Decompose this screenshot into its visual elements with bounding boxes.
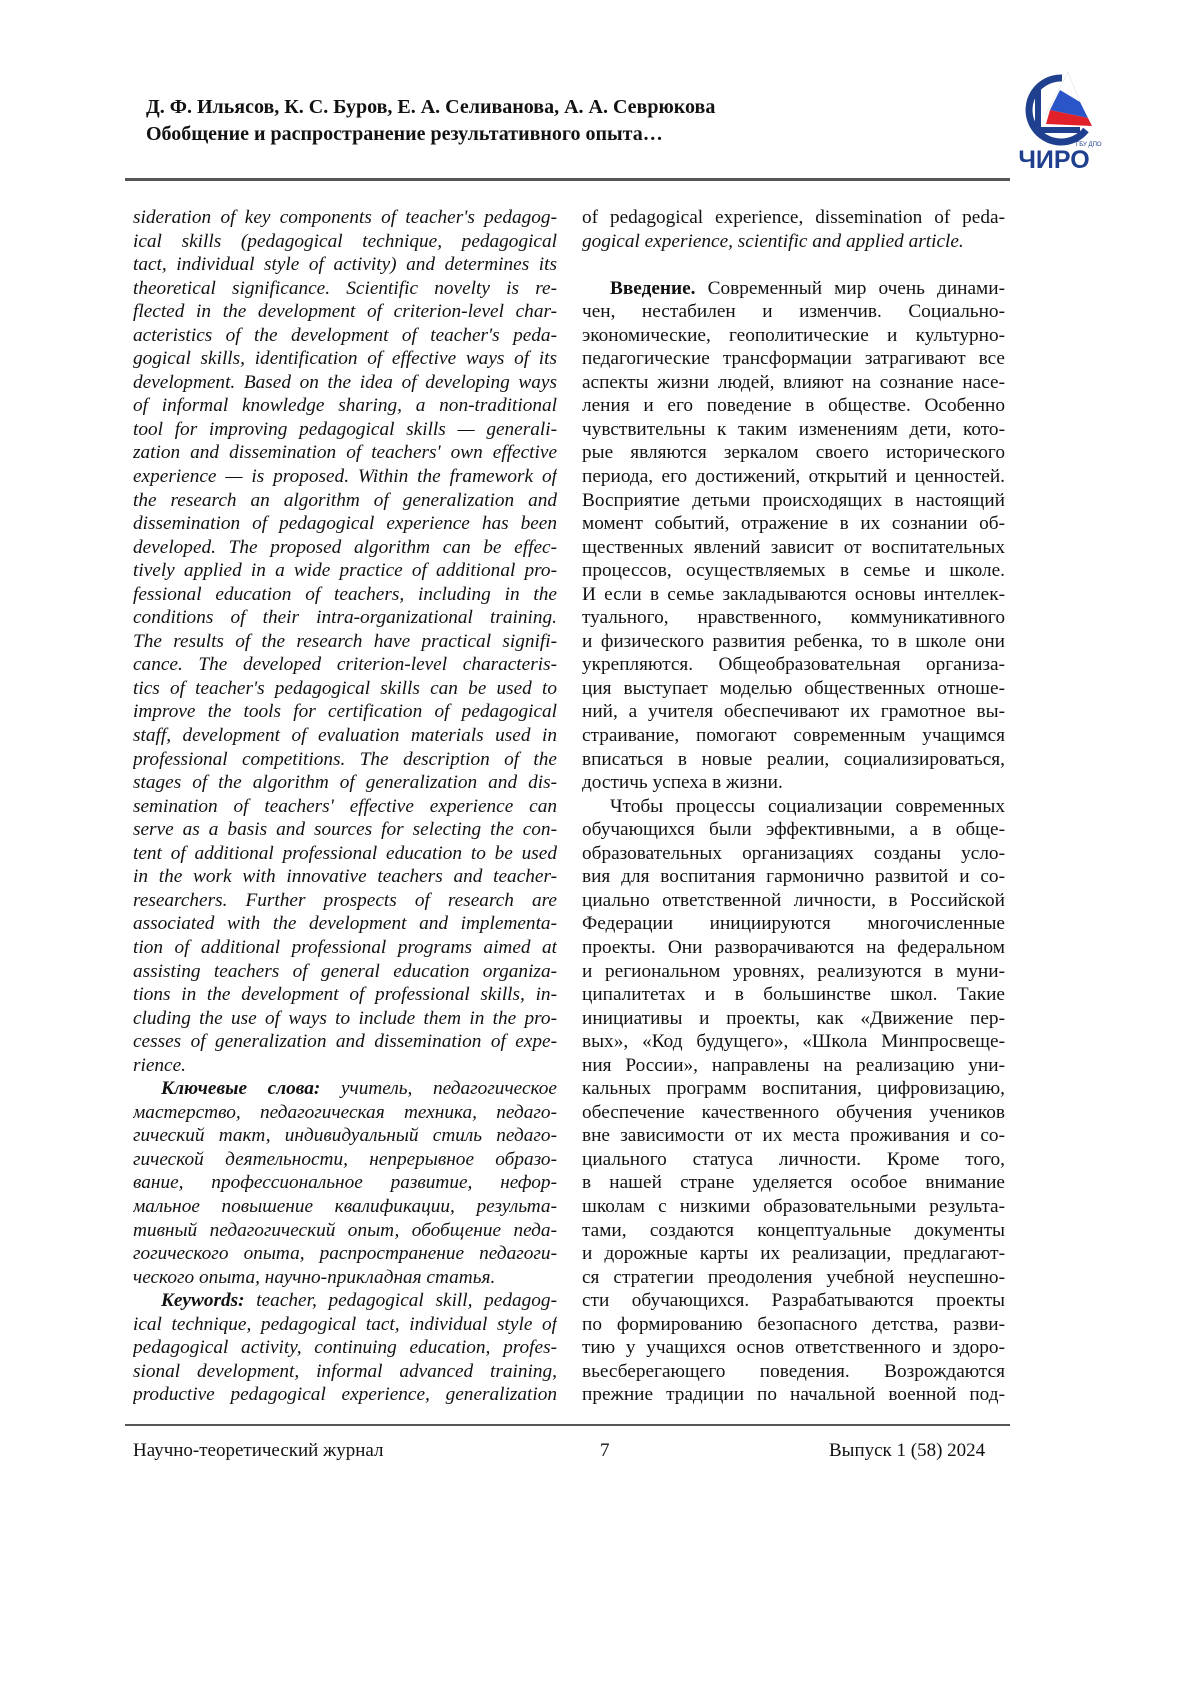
text-line: cluding the use of ways to include them in the pro- [133, 1007, 557, 1031]
text-line: cance. The developed criterion-level characteris- [133, 653, 557, 677]
text-line: theoretical significance. Scientific novelty is re- [133, 277, 557, 301]
text-line: ний, а учителя обеспечивают их грамотное вы- [582, 700, 1005, 724]
text-line: development. Based on the idea of developing ways [133, 371, 557, 395]
text-line: of pedagogical experience, dissemination of peda- [582, 206, 1005, 230]
text-line: и региональном уровнях, реализуются в муни- [582, 960, 1005, 984]
text-line: of informal knowledge sharing, a non-traditional [133, 394, 557, 418]
lead-in-label: Keywords: [161, 1290, 245, 1311]
text-line: The results of the research have practical signifi- [133, 630, 557, 654]
text-line: аспекты жизни людей, влияют на сознание насе- [582, 371, 1005, 395]
text-line: pedagogical activity, continuing education, profes- [133, 1336, 557, 1360]
text-line: экономические, геополитические и культурно- [582, 324, 1005, 348]
text-line: ция выступает моделью общественных отноше- [582, 677, 1005, 701]
text-line: experience — is proposed. Within the framework of [133, 465, 557, 489]
text-line: щественных явлений зависит от воспитательных [582, 536, 1005, 560]
text-line: обеспечение качественного обучения учеников [582, 1101, 1005, 1125]
text-line: assisting teachers of general education organiza- [133, 960, 557, 984]
text-line: тию у учащихся основ ответственного и здоро- [582, 1336, 1005, 1360]
text-line: циального статуса личности. Кроме того, [582, 1148, 1005, 1172]
text-line: гический такт, индивидуальный стиль педаго- [133, 1124, 557, 1148]
text-line: циально ответственной личности, в Российской [582, 889, 1005, 913]
text-line: и физического развития ребенка, то в школе они [582, 630, 1005, 654]
footer-issue: Выпуск 1 (58) 2024 [829, 1440, 985, 1462]
text-line: zation and dissemination of teachers' own effective [133, 441, 557, 465]
text-line: rience. [133, 1054, 557, 1078]
text-line: вписаться в новые реалии, социализироваться, [582, 748, 1005, 772]
lead-in-label: Введение. [610, 278, 696, 299]
text-line: associated with the development and implementa- [133, 912, 557, 936]
text-line: сти обучающихся. Разрабатываются проекты [582, 1289, 1005, 1313]
text-line: туального, нравственного, коммуникативного [582, 606, 1005, 630]
logo-name: ЧИРО [1018, 146, 1089, 174]
text-line: чен, нестабилен и изменчив. Социально- [582, 300, 1005, 324]
text-line: ления и его поведение в обществе. Особенно [582, 394, 1005, 418]
text-line: вание, профессиональное развитие, нефор- [133, 1171, 557, 1195]
text-line: dissemination of pedagogical experience has been [133, 512, 557, 536]
text-line: serve as a basis and sources for selecting the con- [133, 818, 557, 842]
header-article-title: Обобщение и распространение результативного опыта… [146, 121, 715, 148]
text-line: тивный педагогический опыт, обобщение педа- [133, 1219, 557, 1243]
text-line: conditions of their intra-organizational training. [133, 606, 557, 630]
text-line: вия для воспитания гармонично развитой и со- [582, 865, 1005, 889]
lead-in-label: Ключевые слова: [161, 1078, 320, 1099]
text-line: ния России», направлены на реализацию уни- [582, 1054, 1005, 1078]
chiro-logo [1000, 68, 1108, 176]
text-line: мальное повышение квалификации, результа- [133, 1195, 557, 1219]
text-line: semination of teachers' effective experience can [133, 795, 557, 819]
text-line: tact, individual style of activity) and determines its [133, 253, 557, 277]
text-line: кальных программ воспитания, цифровизацию, [582, 1077, 1005, 1101]
text-line: вьесберегающего поведения. Возрождаются [582, 1360, 1005, 1384]
header-authors: Д. Ф. Ильясов, К. С. Буров, Е. А. Селиванова, А. А. Севрюкова [146, 94, 715, 121]
text-line: школам с низкими образовательными результа- [582, 1195, 1005, 1219]
text-line: gogical experience, scientific and applied article. [582, 230, 1005, 254]
text-line: и дорожные карты их реализации, предлагают- [582, 1242, 1005, 1266]
text-line: Чтобы процессы социализации современных [582, 795, 1005, 819]
text-line: ческого опыта, научно-прикладная статья. [133, 1266, 557, 1290]
chiro-logo-icon [1000, 68, 1108, 176]
text-line: improve the tools for certification of pedagogical [133, 700, 557, 724]
text-line: developed. The proposed algorithm can be effec- [133, 536, 557, 560]
text-line: прежние традиции по начальной военной под- [582, 1383, 1005, 1407]
text-line: tent of additional professional education to be used [133, 842, 557, 866]
text-line: вне зависимости от их места проживания и со- [582, 1124, 1005, 1148]
page-number: 7 [600, 1440, 610, 1462]
text-line: tool for improving pedagogical skills — generali- [133, 418, 557, 442]
text-line: ical technique, pedagogical tact, individual style of [133, 1313, 557, 1337]
text-line: gogical skills, identification of effective ways of its [133, 347, 557, 371]
text-line: чувствительны к таким изменениям дети, кото- [582, 418, 1005, 442]
text-line [133, 1077, 557, 1101]
text-line: процессов, осуществляемых в семье и школе. [582, 559, 1005, 583]
running-header [146, 94, 715, 148]
text-line: the research an algorithm of generalization and [133, 489, 557, 513]
text-line: по формированию безопасного детства, разви- [582, 1313, 1005, 1337]
right-column [582, 206, 1005, 1407]
text-line: проекты. Они разворачиваются на федеральном [582, 936, 1005, 960]
text-line: страивание, помогают современным учащимся [582, 724, 1005, 748]
text-line: периода, его достижений, открытий и ценностей. [582, 465, 1005, 489]
text-line: productive pedagogical experience, generalization [133, 1383, 557, 1407]
text-line: tion of additional professional programs aimed at [133, 936, 557, 960]
line-text: учитель, педагогическое [320, 1078, 557, 1099]
footer-divider [125, 1424, 1010, 1426]
text-line: рые являются зеркалом своего исторического [582, 441, 1005, 465]
text-line: тами, создаются концептуальные документы [582, 1219, 1005, 1243]
text-line: professional competitions. The description of the [133, 748, 557, 772]
text-line: гической деятельности, непрерывное образо- [133, 1148, 557, 1172]
text-line: обучающихся были эффективными, а в обще- [582, 818, 1005, 842]
text-line: cesses of generalization and dissemination of expe- [133, 1030, 557, 1054]
text-line: tics of teacher's pedagogical skills can be used to [133, 677, 557, 701]
text-line: flected in the development of criterion-level char- [133, 300, 557, 324]
text-line: stages of the algorithm of generalization and dis- [133, 771, 557, 795]
text-line: tively applied in a wide practice of additional pro- [133, 559, 557, 583]
text-line: ципалитетах и в большинстве школ. Такие [582, 983, 1005, 1007]
footer-journal: Научно-теоретический журнал [133, 1440, 383, 1462]
text-line: инициативы и проекты, как «Движение пер- [582, 1007, 1005, 1031]
line-text: Современный мир очень динами- [696, 278, 1006, 299]
text-line [582, 253, 1005, 277]
left-column [133, 206, 557, 1407]
text-line: достичь успеха в жизни. [582, 771, 1005, 795]
text-line: Федерации инициируются многочисленные [582, 912, 1005, 936]
text-line: Восприятие детьми происходящих в настоящий [582, 489, 1005, 513]
text-line: вых», «Код будущего», «Школа Минпросвеще- [582, 1030, 1005, 1054]
text-line: in the work with innovative teachers and teacher- [133, 865, 557, 889]
text-line: педагогические трансформации затрагивают все [582, 347, 1005, 371]
text-line: sional development, informal advanced training, [133, 1360, 557, 1384]
text-line: researchers. Further prospects of research are [133, 889, 557, 913]
text-line: tions in the development of professional skills, in- [133, 983, 557, 1007]
text-line: acteristics of the development of teacher's peda- [133, 324, 557, 348]
text-line: fessional education of teachers, including in the [133, 583, 557, 607]
logo-subtitle: ГБУ ДПО [1076, 142, 1102, 148]
text-line: образовательных организациях созданы усло- [582, 842, 1005, 866]
line-text: teacher, pedagogical skill, pedagog- [245, 1290, 557, 1311]
text-line: в нашей стране уделяется особое внимание [582, 1171, 1005, 1195]
text-line: staff, development of evaluation materials used in [133, 724, 557, 748]
text-line: ical skills (pedagogical technique, pedagogical [133, 230, 557, 254]
text-line: мастерство, педагогическая техника, педаго- [133, 1101, 557, 1125]
text-line: укрепляются. Общеобразовательная организа- [582, 653, 1005, 677]
text-line: ся стратегии преодоления учебной неуспешно- [582, 1266, 1005, 1290]
text-line [582, 277, 1005, 301]
text-line: И если в семье закладываются основы интеллек- [582, 583, 1005, 607]
text-line: гогического опыта, распространение педагоги- [133, 1242, 557, 1266]
text-line: sideration of key components of teacher's pedagog- [133, 206, 557, 230]
header-divider [125, 178, 1010, 181]
text-line: момент событий, отражение в их сознании об- [582, 512, 1005, 536]
text-line [133, 1289, 557, 1313]
